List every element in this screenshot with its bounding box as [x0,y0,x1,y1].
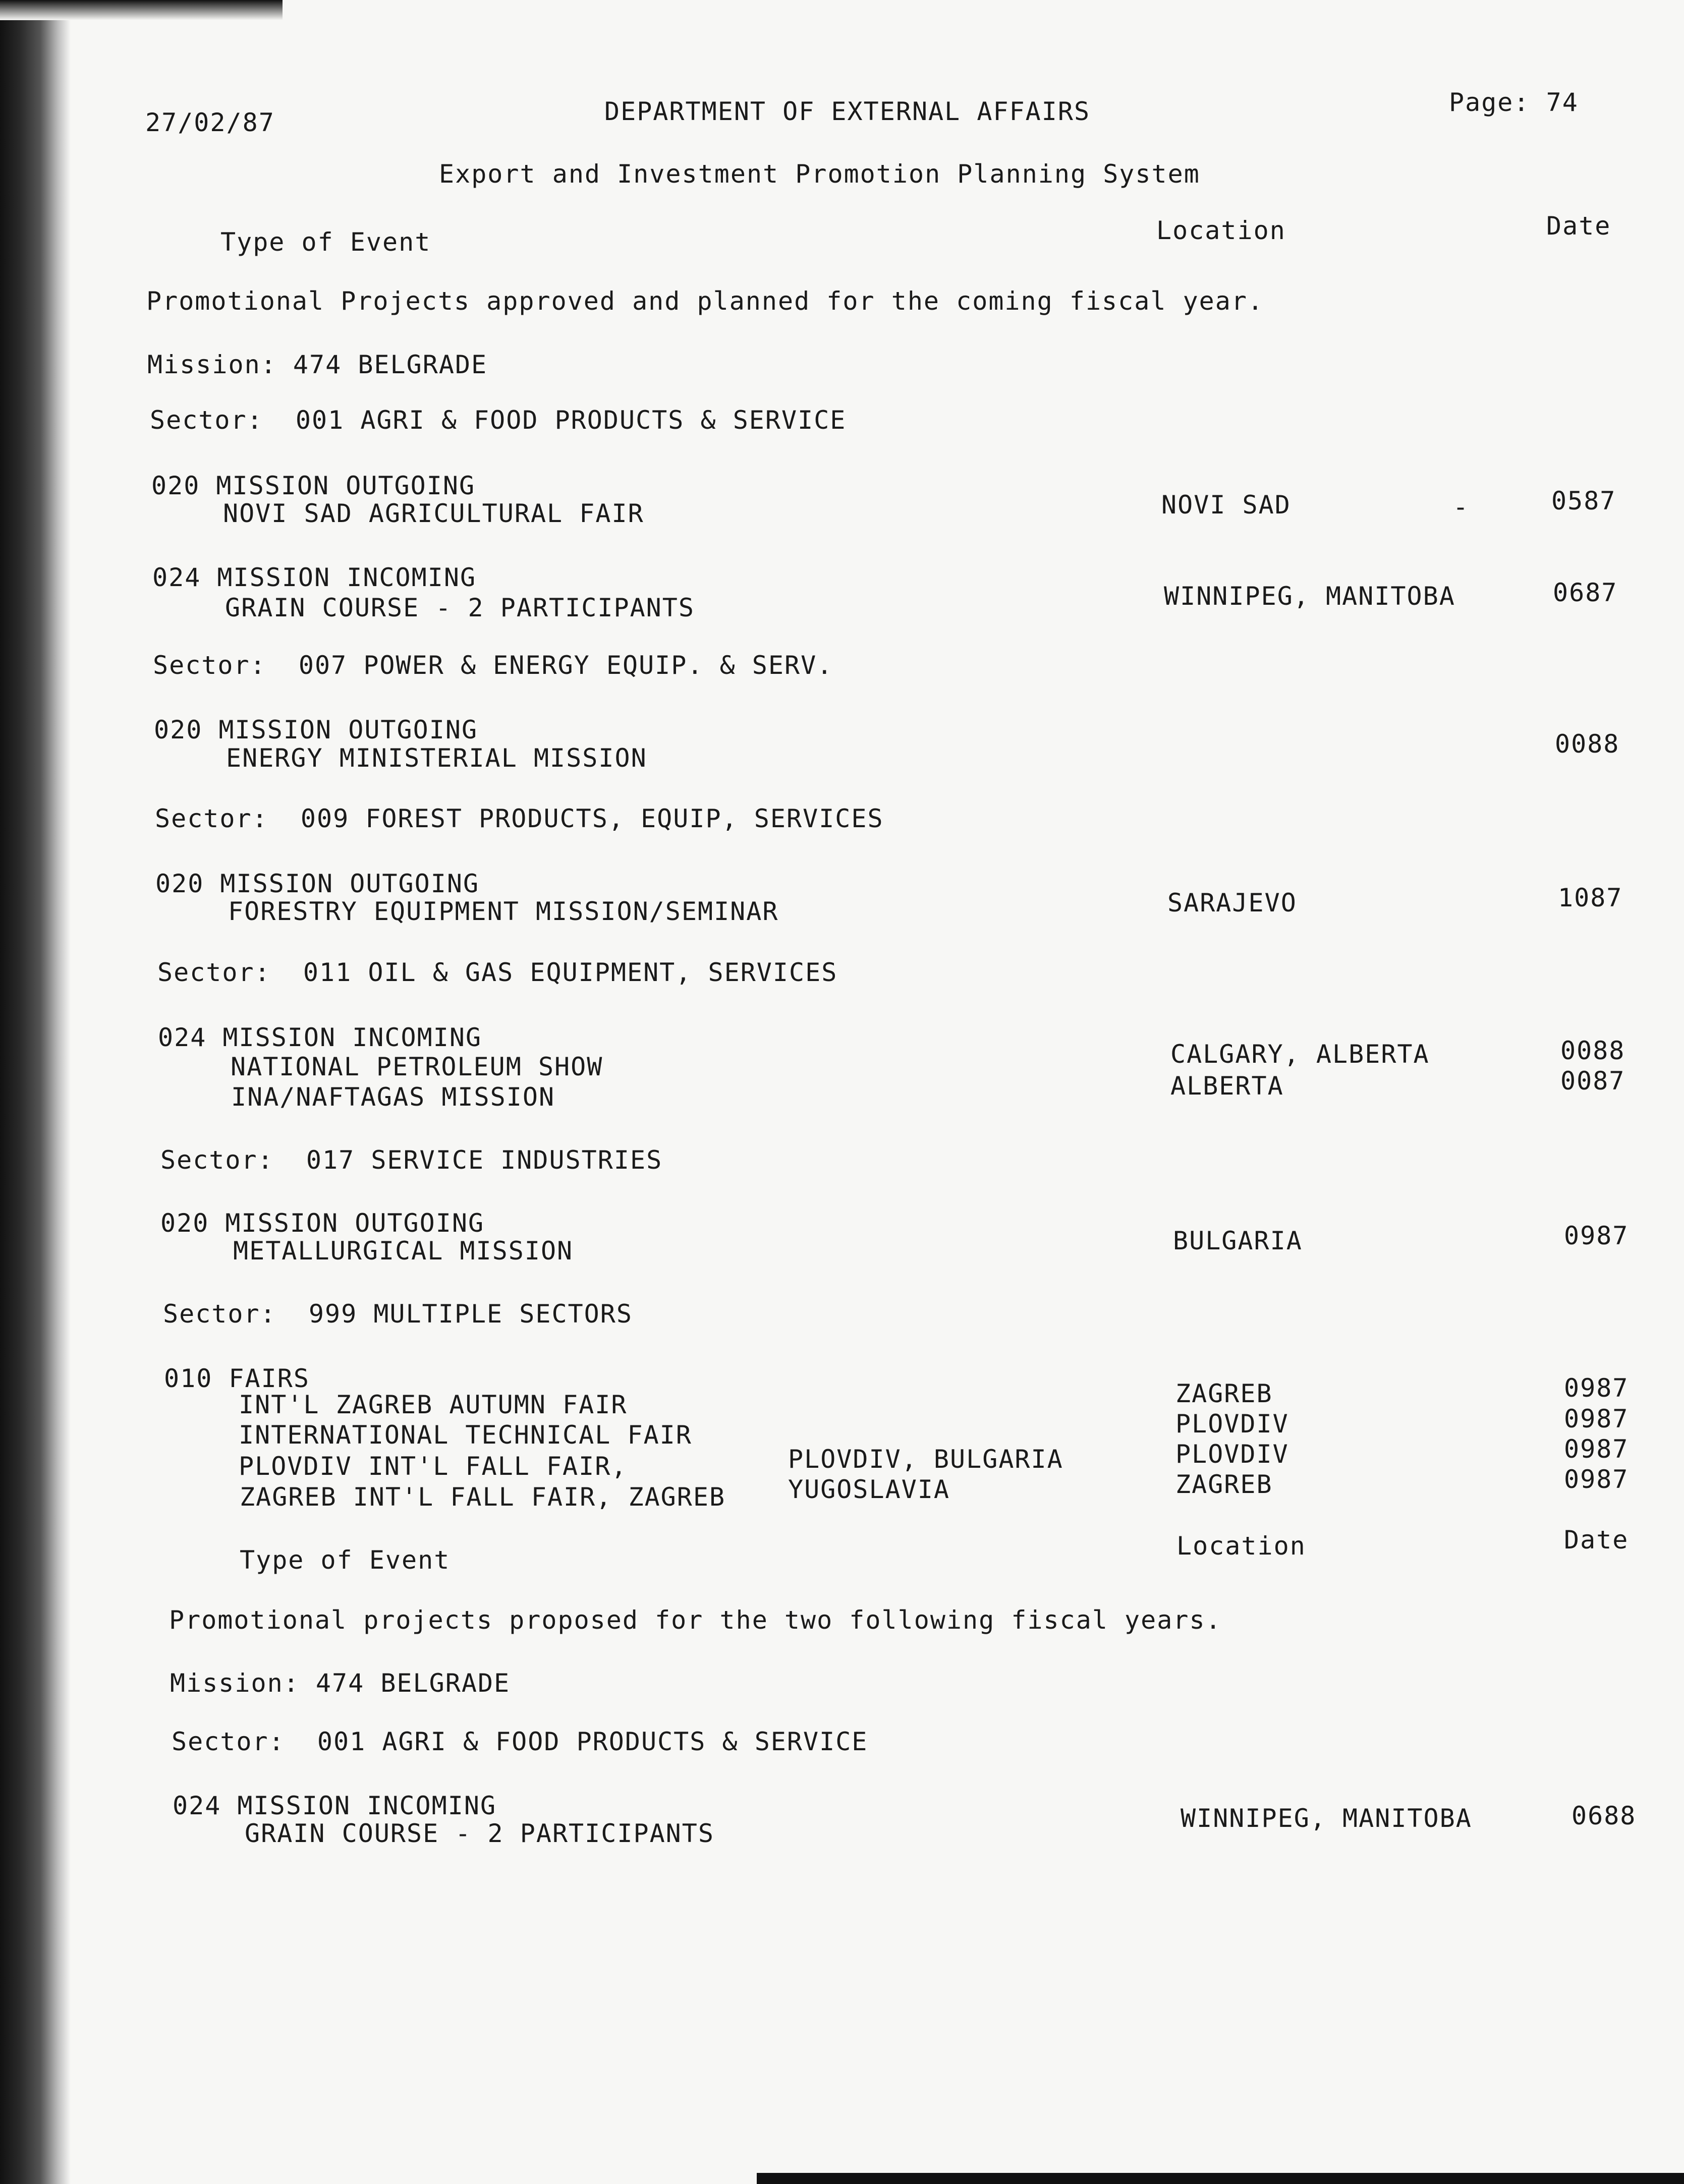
sector-001: Sector: 001 AGRI & FOOD PRODUCTS & SERVICE [150,406,847,435]
event-location: NOVI SAD [1161,490,1291,520]
event-date: 1087 [1558,883,1623,912]
fair-note: PLOVDIV, BULGARIA [788,1445,1063,1474]
event-type: 020 MISSION OUTGOING [151,471,476,500]
system-title: Export and Investment Promotion Planning System [439,159,1200,189]
scan-shadow-top [0,0,283,20]
sector-009: Sector: 009 FOREST PRODUCTS, EQUIP, SERVICES [155,804,884,833]
fair-name: ZAGREB INT'L FALL FAIR, ZAGREB [240,1482,726,1512]
column-type-of-event: Type of Event [240,1545,451,1575]
sector-011: Sector: 011 OIL & GAS EQUIPMENT, SERVICES [157,958,838,987]
event-type: 020 MISSION OUTGOING [160,1209,485,1238]
event-type: 010 FAIRS [164,1364,310,1393]
event-name: NATIONAL PETROLEUM SHOW [231,1052,603,1081]
event-type: 024 MISSION INCOMING [173,1791,497,1820]
event-type: 024 MISSION INCOMING [158,1023,482,1052]
fair-name: INTERNATIONAL TECHNICAL FAIR [239,1420,692,1450]
column-type-of-event: Type of Event [220,227,431,257]
event-type: 024 MISSION INCOMING [152,563,477,592]
fair-date: 0987 [1564,1404,1629,1433]
section2-heading: Promotional projects proposed for the two following fiscal years. [169,1605,1222,1635]
column-date: Date [1564,1525,1629,1555]
event-location: SARAJEVO [1167,888,1297,917]
page-number: Page: 74 [1449,88,1579,117]
fair-location: PLOVDIV [1175,1409,1289,1439]
event-name: FORESTRY EQUIPMENT MISSION/SEMINAR [228,897,779,926]
scan-shadow-bottom [757,2173,1684,2184]
event-date: 0088 [1560,1036,1625,1065]
page-binding-edge [0,0,71,2184]
column-location: Location [1156,216,1286,245]
section1-heading: Promotional Projects approved and planned for the coming fiscal year. [146,286,1264,316]
event-location: CALGARY, ALBERTA [1170,1040,1430,1069]
location-dash: - [1453,492,1470,522]
event-date: 0087 [1560,1066,1625,1096]
section2-mission: Mission: 474 BELGRADE [170,1669,511,1698]
fair-note: YUGOSLAVIA [788,1475,950,1504]
fair-name: PLOVDIV INT'L FALL FAIR, [239,1452,628,1481]
sector-999: Sector: 999 MULTIPLE SECTORS [163,1299,633,1329]
event-date: 0687 [1553,578,1618,607]
event-name: ENERGY MINISTERIAL MISSION [226,743,647,773]
event-name: GRAIN COURSE - 2 PARTICIPANTS [245,1819,714,1848]
event-date: 0688 [1571,1801,1637,1830]
event-name: NOVI SAD AGRICULTURAL FAIR [223,499,644,528]
fair-name: INT'L ZAGREB AUTUMN FAIR [239,1390,628,1419]
event-name: INA/NAFTAGAS MISSION [231,1082,555,1112]
event-date: 0088 [1555,729,1620,759]
event-type: 020 MISSION OUTGOING [155,869,480,898]
sector-001: Sector: 001 AGRI & FOOD PRODUCTS & SERVICE [172,1727,868,1756]
column-date: Date [1546,211,1611,241]
fair-location: ZAGREB [1175,1470,1273,1499]
sector-007: Sector: 007 POWER & ENERGY EQUIP. & SERV. [153,651,833,680]
event-location: WINNIPEG, MANITOBA [1164,582,1455,611]
section1-mission: Mission: 474 BELGRADE [147,350,488,379]
fair-location: PLOVDIV [1175,1440,1289,1469]
event-type: 020 MISSION OUTGOING [154,715,478,744]
fair-location: ZAGREB [1175,1379,1273,1408]
event-location: ALBERTA [1170,1071,1284,1101]
report-date: 27/02/87 [145,108,275,137]
event-location: BULGARIA [1173,1226,1303,1255]
event-location: WINNIPEG, MANITOBA [1181,1804,1472,1833]
fair-date: 0987 [1564,1434,1629,1464]
department-title: DEPARTMENT OF EXTERNAL AFFAIRS [604,97,1091,126]
event-date: 0987 [1564,1221,1629,1250]
fair-date: 0987 [1564,1465,1629,1494]
event-name: GRAIN COURSE - 2 PARTICIPANTS [225,593,695,622]
event-date: 0587 [1551,486,1616,515]
sector-017: Sector: 017 SERVICE INDUSTRIES [160,1145,663,1175]
event-name: METALLURGICAL MISSION [233,1236,574,1266]
column-location: Location [1176,1531,1306,1561]
fair-date: 0987 [1564,1373,1629,1403]
